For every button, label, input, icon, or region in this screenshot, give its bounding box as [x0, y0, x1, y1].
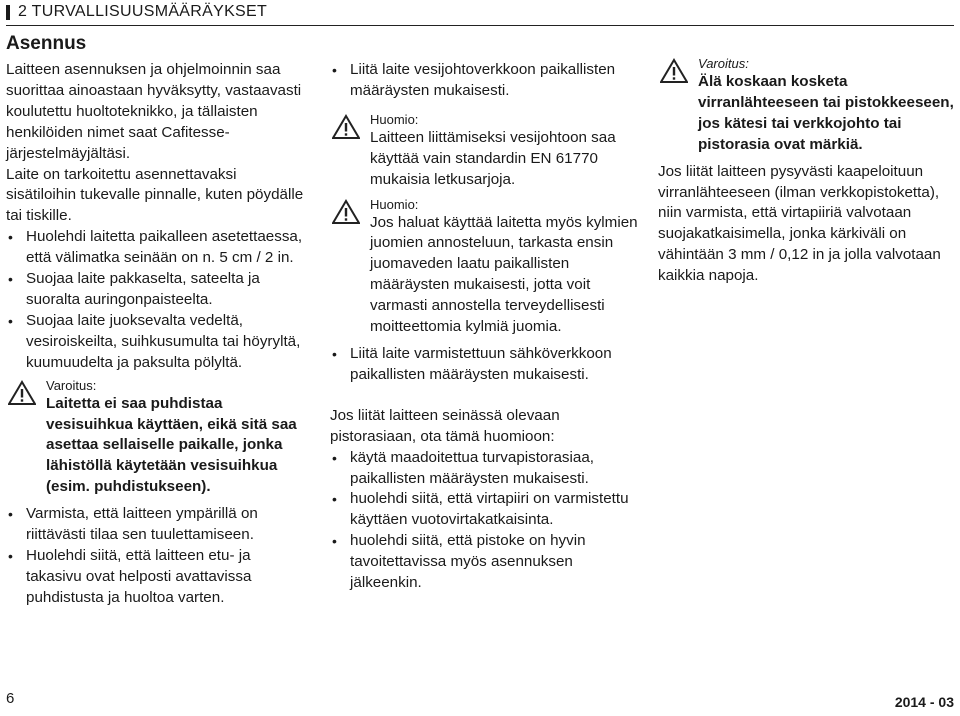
placement-list [6, 227, 306, 373]
list-item: • huolehdi siitä, että virtapiiri on varmistettu käyttäen vuotovirtakatkaisinta. [330, 489, 640, 531]
notice-text: Jos haluat käyttää laitetta myös kylmien juomien annosteluun, tarkasta ensin juomaveden laatu paikallisten määräysten mukaisesti, jotta voit varmasti annostella terveydellisesti moitteettomia kylmiä juomia. [370, 213, 638, 336]
list-item: • Huolehdi laitetta paikalleen asetettaessa, että välimatka seinään on n. 5 cm / 2 in. [6, 227, 306, 269]
section-title: 2 TURVALLISUUSMÄÄRÄYKSET [18, 3, 268, 20]
warning-notice [6, 378, 306, 499]
list-item: • Huolehdi siitä, että laitteen etu- ja takasivu ovat helposti avattavissa puhdistusta ja huoltoa varten. [6, 546, 306, 609]
column-2 [330, 60, 640, 594]
notice-water-quality [330, 197, 640, 338]
column-1 [6, 32, 306, 609]
list-item: • Liitä laite vesijohtoverkkoon paikallisten määräysten mukaisesti. [330, 60, 640, 102]
water-list [330, 60, 640, 102]
notice-label: Huomio: [370, 196, 419, 212]
warning-text: Laitetta ei saa puhdistaa vesisuihkua käyttäen, eikä sitä saa asettaa sellaiselle paikalle, jonka lähistöllä käytetään vesisuihkua (esim. puhdistukseen). [46, 394, 297, 496]
warning-icon [660, 58, 688, 84]
header-rule [6, 25, 954, 26]
warning-icon [332, 199, 360, 225]
maintenance-list [6, 504, 306, 609]
warning-icon [8, 380, 36, 406]
list-item: • huolehdi siitä, että pistoke on hyvin tavoitettavissa myös asennuksen jälkeenkin. [330, 531, 640, 594]
socket-paragraph: Jos liität laitteen seinässä olevaan pistorasiaan, ota tämä huomioon: [330, 406, 560, 445]
list-item: • Suojaa laite pakkaselta, sateelta ja suoralta auringonpaisteelta. [6, 269, 306, 311]
intro-paragraph: Laitteen asennuksen ja ohjelmoinnin saa suorittaa ainoastaan hyväksytty, vastaavasti koulutettu huoltoteknikko, ja tällaisten henkilöiden nimet saat Cafitesse-järjestelmäyjältäsi. [6, 61, 302, 162]
notice-hose [330, 112, 640, 191]
placement-paragraph: Laite on tarkoitettu asennettavaksi sisätiloihin tukevalle pinnalle, kuten pöydälle tai tiskille. [6, 165, 304, 225]
socket-list [330, 448, 640, 594]
revision-date: 2014 - 03 [894, 694, 954, 710]
list-item: • Varmista, että laitteen ympärillä on riittävästi tilaa sen tuulettamiseen. [6, 504, 306, 546]
warning-label: Varoitus: [698, 56, 749, 71]
warning-notice [658, 56, 956, 156]
notice-label: Huomio: [370, 111, 419, 127]
page-number: 6 [6, 690, 15, 707]
header-marker [6, 5, 10, 20]
warning-label: Varoitus: [46, 377, 97, 393]
list-item: • käytä maadoitettua turvapistorasiaa, paikallisten määräysten mukaisesti. [330, 448, 640, 490]
section-header [6, 0, 954, 24]
subsection-title: Asennus [6, 33, 87, 54]
list-item: • Suojaa laite juoksevalta vedeltä, vesiroiskeilta, suihkusumulta tai höyryltä, kuumuudelta ja paksulta pölyltä. [6, 311, 306, 374]
notice-text: Laitteen liittämiseksi vesijohtoon saa käyttää vain standardin EN 61770 mukaisia letkusarjoja. [370, 128, 616, 188]
permanent-connection-paragraph: Jos liität laitteen pysyvästi kaapeloituun virranlähteeseen (ilman verkkopistoketta), niin varmista, että virtapiiriä valvotaan suojakatkaisimella, jonka kärkiväli on vähintään 3 mm / 0,12 in ja jolla valvotaan kaikkia napoja. [658, 162, 941, 285]
power-list [330, 344, 640, 386]
warning-text: Älä koskaan kosketa virranlähteeseen tai pistokkeeseen, jos kätesi tai verkkojohto tai pistorasia ovat märkiä. [698, 73, 954, 153]
warning-icon [332, 114, 360, 140]
column-3 [658, 56, 956, 287]
list-item: • Liitä laite varmistettuun sähköverkkoon paikallisten määräysten mukaisesti. [330, 344, 640, 386]
